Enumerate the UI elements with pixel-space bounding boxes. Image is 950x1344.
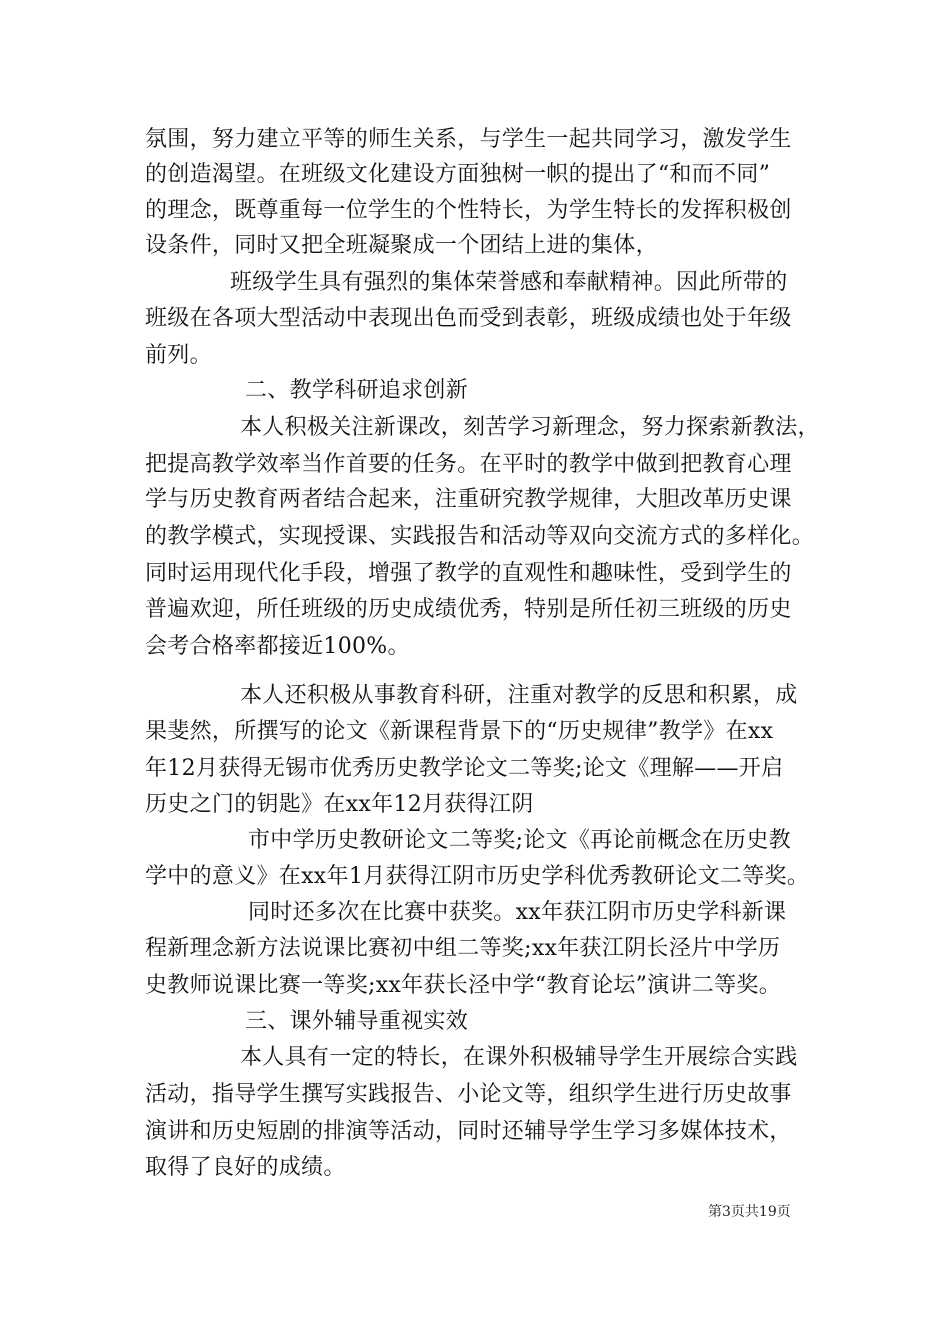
body-text-line: 年12月获得无锡市优秀历史教学论文二等奖;论文《理解——开启 (145, 756, 784, 781)
body-text-line: 把提高教学效率当作首要的任务。在平时的教学中做到把教育心理 (145, 452, 792, 477)
body-text-line: 的创造渴望。在班级文化建设方面独树一帜的提出了“和而不同” (145, 162, 771, 187)
body-text-line: 历史之门的钥匙》在xx年12月获得江阴 (145, 792, 534, 817)
body-text-line: 同时还多次在比赛中获奖。xx年获江阴市历史学科新课 (248, 900, 787, 925)
body-text-line: 本人具有一定的特长，在课外积极辅导学生开展综合实践 (240, 1045, 798, 1070)
body-text-line: 会考合格率都接近100%。 (145, 634, 410, 659)
body-text-line: 市中学历史教研论文二等奖;论文《再论前概念在历史教 (248, 828, 791, 853)
body-text-line: 演讲和历史短剧的排演等活动，同时还辅导学生学习多媒体技术， (145, 1119, 792, 1144)
body-text-line: 的理念，既尊重每一位学生的个性特长，为学生特长的发挥积极创 (145, 198, 792, 223)
body-text-line: 同时运用现代化手段，增强了教学的直观性和趣味性，受到学生的 (145, 561, 792, 586)
body-text-line: 氛围，努力建立平等的师生关系，与学生一起共同学习，激发学生 (145, 127, 792, 152)
body-text-line: 取得了良好的成绩。 (145, 1155, 346, 1180)
body-text-line: 活动，指导学生撰写实践报告、小论文等，组织学生进行历史故事 (145, 1082, 792, 1107)
body-text-line: 史教师说课比赛一等奖;xx年获长泾中学“教育论坛”演讲二等奖。 (145, 973, 782, 998)
body-text-line: 学中的意义》在xx年1月获得江阴市历史学科优秀教研论文二等奖。 (145, 864, 810, 889)
body-text-line: 班级学生具有强烈的集体荣誉感和奉献精神。因此所带的 (230, 270, 788, 295)
body-text-line: 班级在各项大型活动中表现出色而受到表彰，班级成绩也处于年级 (145, 306, 792, 331)
body-text-line: 的教学模式，实现授课、实践报告和活动等双向交流方式的多样化。 (145, 524, 815, 549)
body-text-line: 普遍欢迎，所任班级的历史成绩优秀，特别是所任初三班级的历史 (145, 597, 792, 622)
body-text-line: 本人积极关注新课改，刻苦学习新理念，努力探索新教法， (240, 415, 820, 440)
section-heading: 二、教学科研追求创新 (245, 378, 469, 403)
section-heading: 三、课外辅导重视实效 (245, 1009, 469, 1034)
body-text-line: 学与历史教育两者结合起来，注重研究教学规律，大胆改革历史课 (145, 487, 792, 512)
body-text-line: 设条件，同时又把全班凝聚成一个团结上进的集体， (145, 233, 658, 258)
page-number-footer: 第3页共19页 (708, 1204, 791, 1220)
body-text-line: 本人还积极从事教育科研，注重对教学的反思和积累，成 (240, 683, 798, 708)
body-text-line: 前列。 (145, 343, 212, 368)
body-text-line: 程新理念新方法说课比赛初中组二等奖;xx年获江阴长泾片中学历 (145, 936, 781, 961)
body-text-line: 果斐然，所撰写的论文《新课程背景下的“历史规律”教学》在xx (145, 719, 774, 744)
